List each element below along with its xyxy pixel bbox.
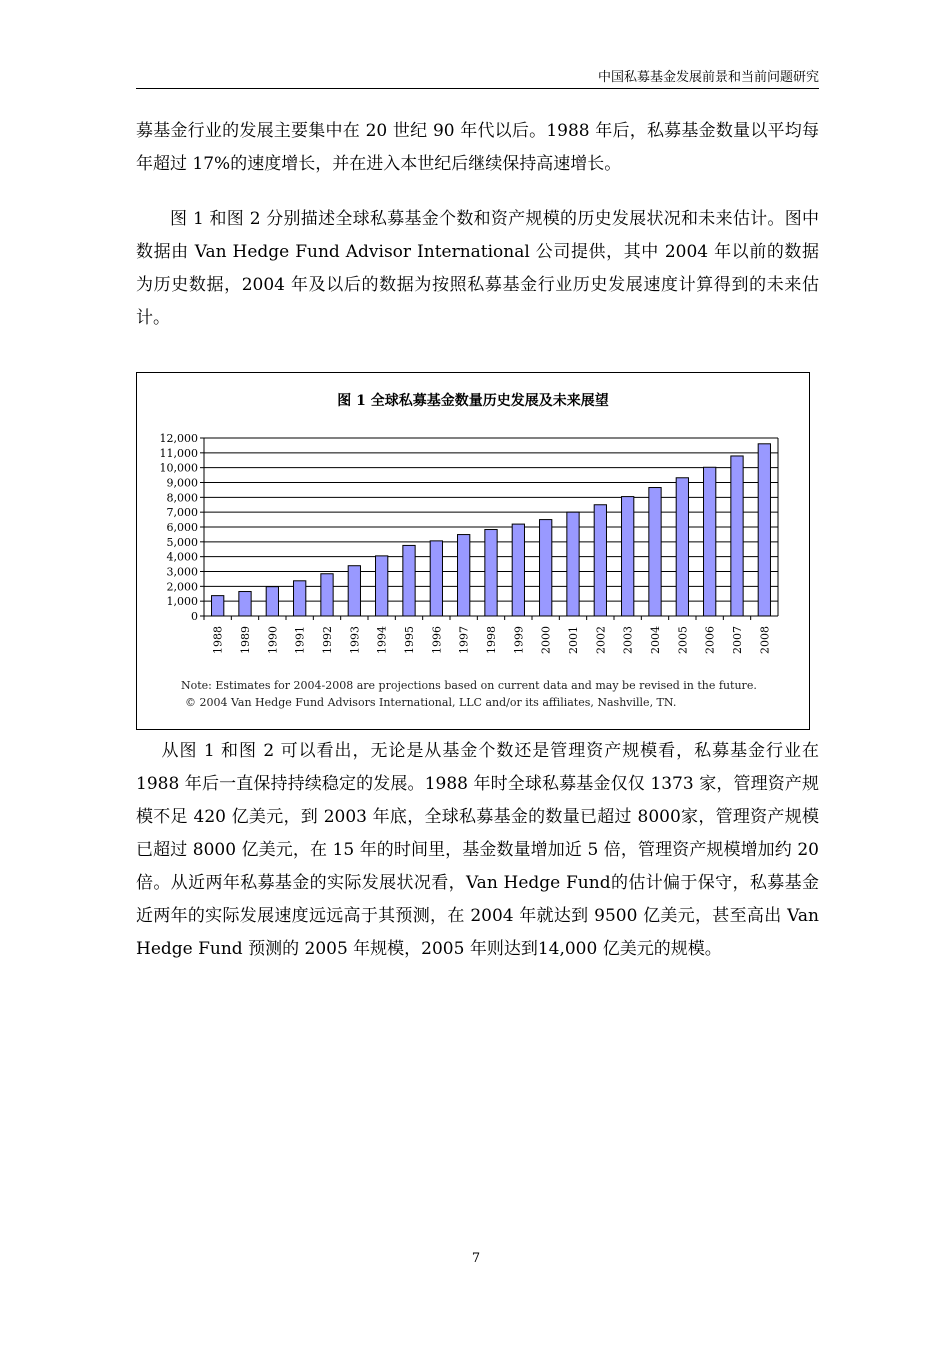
x-tick-label-1993: 1993 (348, 626, 362, 654)
figure-note: Note: Estimates for 2004-2008 are projections based on current data and may be revised in the future. (181, 679, 757, 692)
page-number: 7 (471, 1251, 481, 1266)
bar-2006 (704, 467, 716, 616)
x-tick-label-2006: 2006 (703, 626, 717, 654)
x-tick-label-1989: 1989 (239, 626, 252, 654)
bar-1994 (376, 556, 388, 616)
x-tick-label-1998: 1998 (485, 626, 498, 654)
y-tick-label: 0 (191, 610, 198, 623)
bar-1996 (430, 541, 442, 616)
bar-2008 (758, 444, 770, 616)
x-tick-label-2003: 2003 (621, 626, 635, 654)
x-tick-label-2008: 2008 (758, 626, 772, 654)
x-tick-label-1988: 1988 (211, 626, 225, 654)
chart-title: 图 1 全球私募基金数量历史发展及未来展望 (337, 393, 609, 409)
figure-1 (136, 372, 810, 730)
y-tick-label: 11,000 (159, 446, 198, 460)
paragraph-2: 图 1 和图 2 分别描述全球私募基金个数和资产规模的历史发展状况和未来估计。图中数据由 Van Hedge Fund Advisor International 公司提供，其中 2004 年以前的数据为历史数据，2004 年及以后的数据为按照私募基金行业历史发展速度计算得到的未来估计。 (136, 209, 819, 328)
bar-1991 (294, 581, 306, 616)
x-tick-label-1996: 1996 (430, 626, 444, 654)
y-tick-label: 9,000 (166, 476, 198, 490)
x-tick-label-2001: 2001 (567, 626, 580, 654)
bar-2002 (594, 505, 606, 616)
y-tick-label: 10,000 (159, 461, 198, 475)
bar-2005 (676, 478, 688, 616)
y-tick-label: 8,000 (166, 491, 198, 505)
y-tick-label: 1,000 (166, 595, 198, 609)
bar-2003 (622, 497, 634, 616)
x-tick-label-1994: 1994 (375, 626, 389, 654)
bar-1995 (403, 545, 415, 616)
bar-1997 (458, 535, 470, 616)
x-tick-label-1997: 1997 (457, 626, 471, 654)
y-tick-label: 12,000 (159, 432, 198, 445)
x-tick-label-2007: 2007 (731, 626, 744, 654)
bar-1992 (321, 574, 333, 616)
bar-2000 (540, 520, 552, 616)
header-rule (136, 88, 819, 89)
figure-copyright: © 2004 Van Hedge Fund Advisors International, LLC and/or its affiliates, Nashville, TN. (185, 696, 677, 709)
y-tick-label: 7,000 (166, 506, 198, 520)
y-tick-label: 6,000 (166, 521, 198, 534)
x-tick-label-1990: 1990 (266, 626, 280, 654)
x-tick-label-2002: 2002 (594, 626, 608, 654)
bar-1988 (212, 596, 224, 616)
x-tick-label-1991: 1991 (293, 626, 307, 654)
running-header: 中国私募基金发展前景和当前问题研究 (597, 70, 819, 85)
bar-1993 (348, 566, 360, 616)
paragraph-1: 募基金行业的发展主要集中在 20 世纪 90 年代以后。1988 年后，私募基金数量以平均每年超过 17%的速度增长，并在进入本世纪后继续保持高速增长。 (136, 121, 819, 174)
y-tick-label: 4,000 (166, 550, 198, 564)
x-tick-label-1995: 1995 (403, 626, 416, 654)
bar-1998 (485, 530, 497, 616)
bar-2007 (731, 456, 743, 616)
bar-1999 (512, 524, 524, 616)
paragraph-3: 从图 1 和图 2 可以看出，无论是从基金个数还是管理资产规模看，私募基金行业在 1988 年后一直保持持续稳定的发展。1988 年时全球私募基金仅仅 1373 家，管理资产规模不足 420 亿美元，到 2003 年底，全球私募基金的数量已超过 8000家，管理资产规模已超过 8000 亿美元，在 15 年的时间里，基金数量增加近 5 倍，管理资产规模增加约 20 倍。从近两年私募基金的实际发展状况看，Van Hedge Fund的估计偏于保守，私募基金近两年的实际发展速度远远高于其预测，在 2004 年就达到 9500 亿美元，甚至高出 Van Hedge Fund 预测的 2005 年规模，2005 年则达到14,000 亿美元的规模。 (136, 741, 819, 959)
x-tick-label-2000: 2000 (539, 626, 553, 654)
x-tick-label-1992: 1992 (321, 626, 334, 654)
x-tick-label-1999: 1999 (512, 626, 526, 654)
bar-1990 (266, 587, 278, 616)
x-tick-label-2005: 2005 (676, 626, 690, 654)
bar-1989 (239, 592, 251, 616)
y-tick-label: 5,000 (166, 535, 198, 549)
y-tick-label: 3,000 (166, 565, 198, 579)
bar-2004 (649, 488, 661, 616)
y-tick-label: 2,000 (166, 580, 198, 594)
bar-2001 (567, 512, 579, 616)
bar-chart (137, 373, 809, 729)
x-tick-label-2004: 2004 (649, 626, 662, 654)
